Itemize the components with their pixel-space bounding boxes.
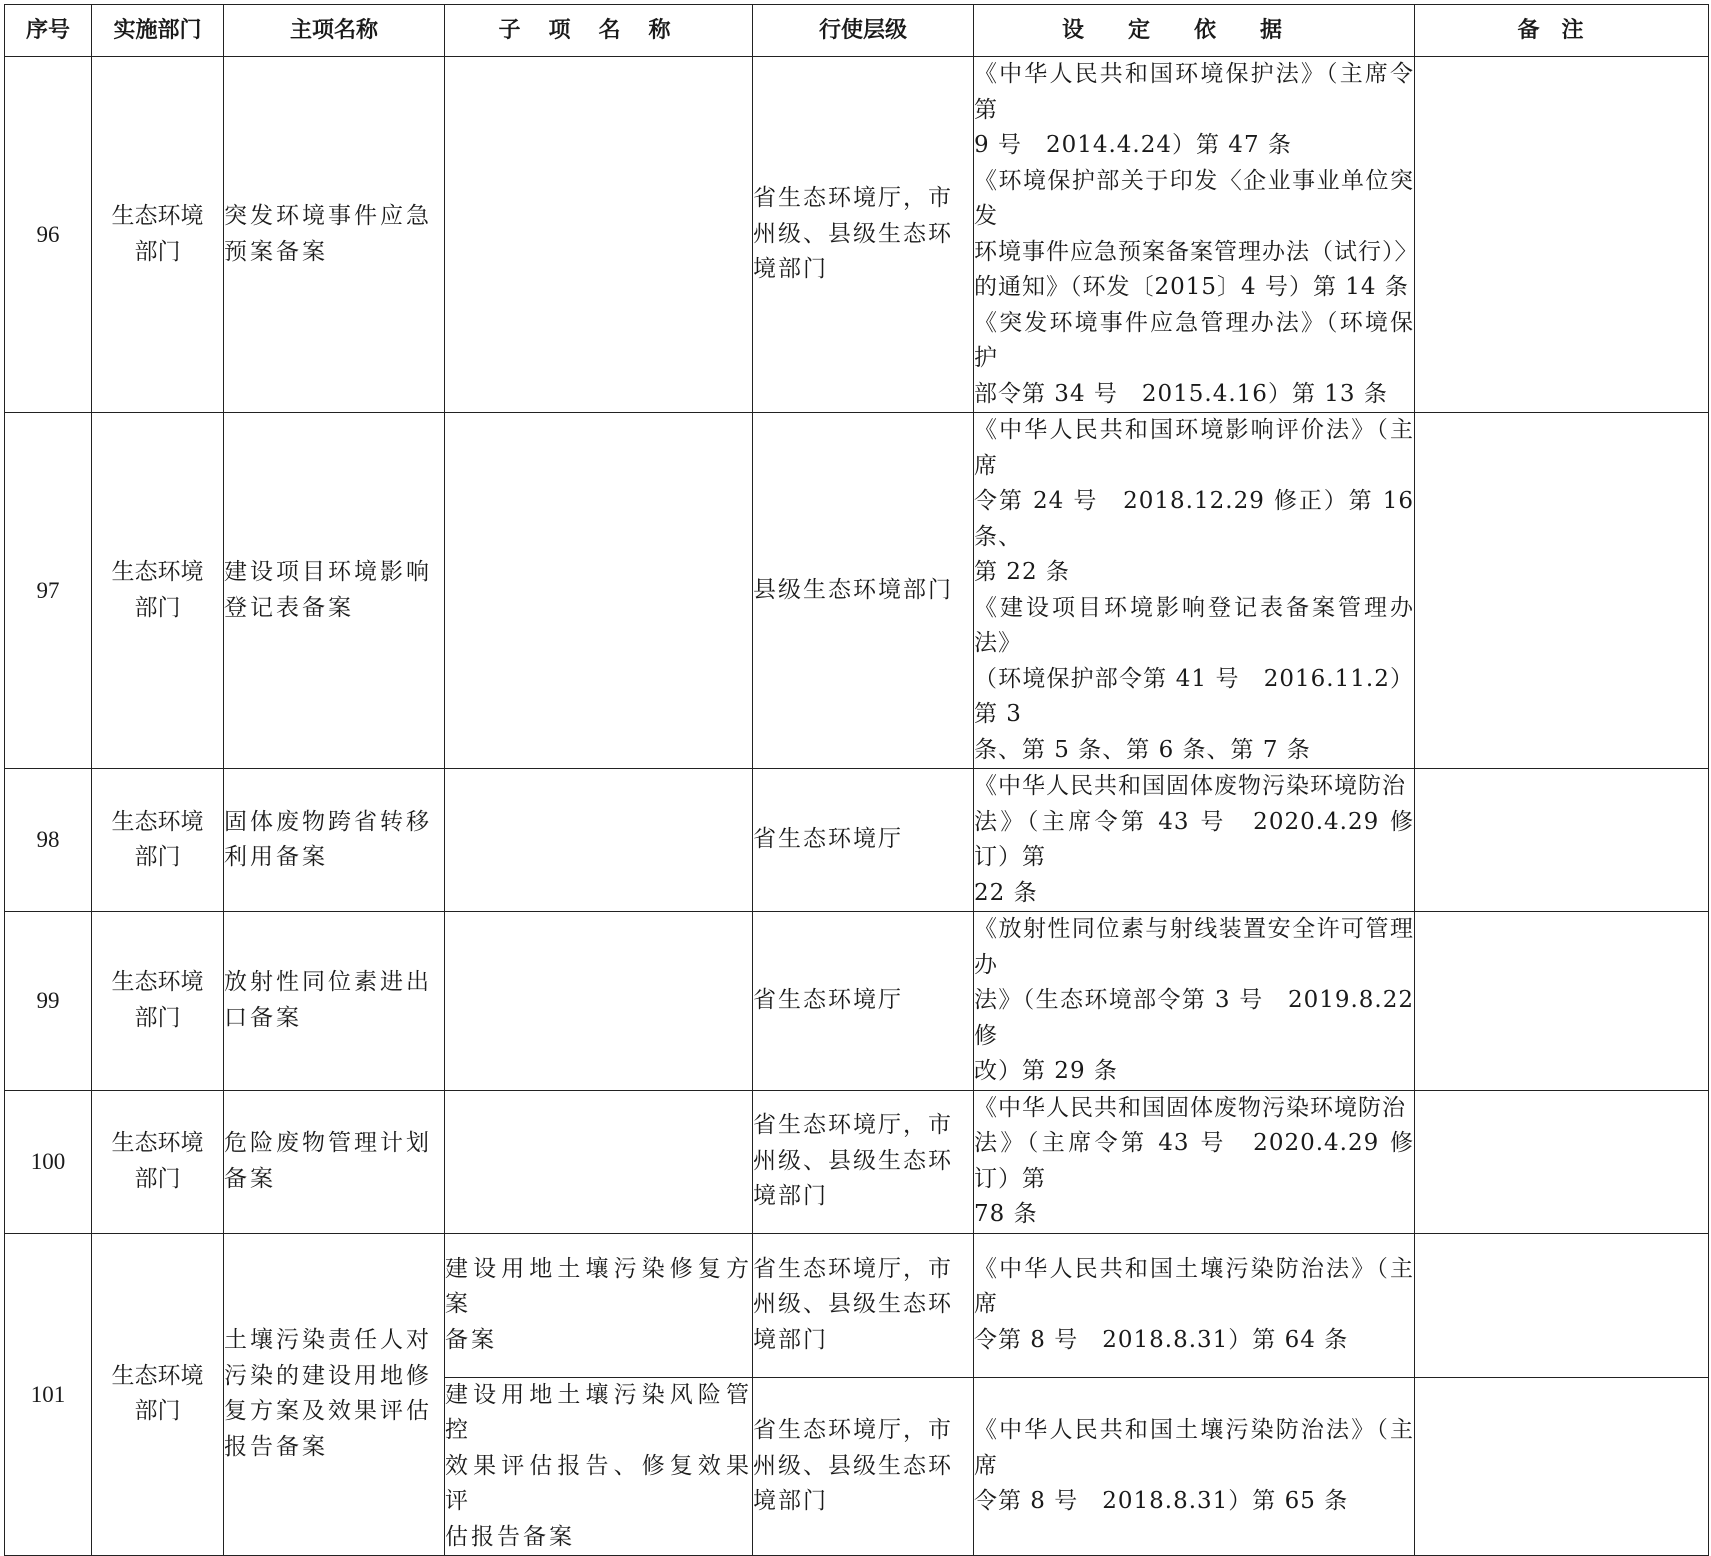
cell-note xyxy=(1415,1090,1709,1233)
cell-dept-line: 部门 xyxy=(134,1398,181,1425)
cell-level-line: 州级、县级生态环 xyxy=(753,220,953,247)
cell-level-line: 省生态环境厅 xyxy=(753,826,903,853)
cell-basis xyxy=(974,769,1415,912)
cell-basis xyxy=(974,912,1423,1091)
cell-basis-line: 部令第 34 号 2015.4.16）第 13 条 xyxy=(974,380,1388,407)
cell-basis-line: 令第 8 号 2018.8.31）第 65 条 xyxy=(974,1488,1349,1514)
header-note-label: 备注 xyxy=(1517,16,1606,43)
cell-note xyxy=(1415,413,1709,769)
cell-dept-line: 部门 xyxy=(134,594,181,621)
header-basis-label: 设定依据 xyxy=(1061,16,1326,43)
cell-main-item-line: 复方案及效果评估 xyxy=(224,1398,432,1425)
cell-dept xyxy=(92,57,224,413)
cell-sub-item-line: 效果评估报告、修复效果评 xyxy=(445,1452,752,1514)
cell-basis-line: 《中华人民共和国固体废物污染环境防治 xyxy=(974,1094,1406,1121)
cell-dept-line: 部门 xyxy=(134,238,181,265)
cell-basis xyxy=(974,1090,1415,1233)
cell-dept-line: 生态环境 xyxy=(111,1362,204,1389)
cell-level-line: 省生态环境厅，市 xyxy=(753,1112,953,1139)
cell-level xyxy=(753,769,974,912)
cell-no: 97 xyxy=(5,413,92,769)
cell-note xyxy=(1415,912,1709,1091)
cell-basis-line: 令第 8 号 2018.8.31）第 64 条 xyxy=(974,1326,1349,1353)
table-body xyxy=(5,57,1709,1556)
cell-basis-line: 9 号 2014.4.24）第 47 条 xyxy=(974,132,1292,158)
header-level: 行使层级 xyxy=(753,5,974,57)
cell-level-line: 省生态环境厅，市 xyxy=(753,1417,953,1443)
cell-main-item-line: 登记表备案 xyxy=(224,594,354,621)
cell-sub-item xyxy=(445,1090,753,1233)
header-note xyxy=(1415,5,1709,57)
cell-main-item-line: 报告备案 xyxy=(224,1433,328,1460)
cell-basis-line: 《中华人民共和国土壤污染防治法》（主席 xyxy=(974,1255,1414,1318)
cell-basis-line: 《建设项目环境影响登记表备案管理办法》 xyxy=(974,594,1414,656)
table-header-row xyxy=(5,5,1709,57)
cell-main-item-line: 备案 xyxy=(224,1165,276,1192)
cell-basis-line: 第 22 条 xyxy=(974,559,1070,585)
cell-level-line: 省生态环境厅，市 xyxy=(753,1255,953,1282)
cell-dept xyxy=(92,769,224,912)
cell-sub-item xyxy=(445,1377,753,1556)
cell-basis xyxy=(974,413,1423,769)
header-basis xyxy=(974,5,1415,57)
cell-basis-line: 改）第 29 条 xyxy=(974,1058,1118,1084)
cell-level-line: 县级生态环境部门 xyxy=(753,576,953,603)
cell-level-line: 境部门 xyxy=(753,1488,828,1514)
cell-dept-line: 部门 xyxy=(134,1004,181,1031)
cell-no: 100 xyxy=(5,1090,92,1233)
cell-no: 101 xyxy=(5,1233,92,1556)
cell-main-item-line: 土壤污染责任人对 xyxy=(224,1327,432,1354)
cell-level xyxy=(753,413,974,769)
header-dept: 实施部门 xyxy=(92,5,224,57)
cell-level xyxy=(753,1233,974,1377)
cell-level-line: 州级、县级生态环 xyxy=(753,1452,953,1479)
cell-main-item-line: 危险废物管理计划 xyxy=(224,1130,432,1156)
cell-dept-line: 生态环境 xyxy=(111,203,204,229)
cell-basis-line: 《环境保护部关于印发〈企业事业单位突发 xyxy=(974,167,1414,229)
cell-basis-line: 《突发环境事件应急管理办法》（环境保护 xyxy=(974,309,1414,371)
cell-main-item xyxy=(224,1233,445,1556)
cell-basis-line: 法》（主席令第 43 号 2020.4.29 修订）第 xyxy=(974,1130,1414,1192)
cell-note xyxy=(1415,1377,1709,1556)
cell-main-item-line: 固体废物跨省转移 xyxy=(224,808,432,835)
cell-main-item-line: 口备案 xyxy=(224,1004,302,1031)
cell-main-item xyxy=(224,57,445,413)
cell-level xyxy=(753,57,974,413)
cell-basis-line: 的通知》（环发〔2015〕4 号）第 14 条 xyxy=(974,274,1409,300)
cell-basis-line: 《中华人民共和国环境保护法》（主席令第 xyxy=(974,61,1414,123)
cell-note xyxy=(1415,769,1709,912)
cell-sub-item xyxy=(445,769,753,912)
table-row xyxy=(5,769,1709,912)
cell-basis-line: 《中华人民共和国土壤污染防治法》（主席 xyxy=(974,1417,1414,1479)
cell-no: 96 xyxy=(5,57,92,413)
cell-basis-line: （环境保护部令第 41 号 2016.11.2）第 3 xyxy=(974,665,1414,727)
cell-sub-item xyxy=(445,413,753,769)
cell-sub-item-line: 建设用地土壤污染风险管控 xyxy=(445,1381,752,1443)
cell-sub-item xyxy=(445,57,753,413)
cell-level-line: 境部门 xyxy=(753,1183,828,1210)
cell-dept xyxy=(92,912,224,1091)
cell-basis xyxy=(974,1233,1415,1377)
cell-basis-line: 令第 24 号 2018.12.29 修正）第 16 条、 xyxy=(974,488,1423,550)
table-row xyxy=(5,413,1709,769)
cell-level-line: 境部门 xyxy=(753,1326,828,1353)
cell-dept-line: 部门 xyxy=(134,1165,181,1192)
cell-no: 99 xyxy=(5,912,92,1091)
cell-sub-item-line: 估报告备案 xyxy=(445,1523,575,1550)
cell-sub-item-line: 建设用地土壤污染修复方案 xyxy=(445,1255,752,1318)
cell-note xyxy=(1415,1233,1709,1377)
cell-sub-item-line: 备案 xyxy=(445,1326,497,1353)
cell-no: 98 xyxy=(5,769,92,912)
cell-main-item-line: 利用备案 xyxy=(224,844,328,870)
cell-basis-line: 22 条 xyxy=(974,879,1038,906)
cell-basis-line: 78 条 xyxy=(974,1201,1038,1227)
cell-main-item-line: 建设项目环境影响 xyxy=(224,559,432,585)
header-sub-label: 子项名称 xyxy=(498,16,699,43)
cell-dept-line: 生态环境 xyxy=(111,1130,204,1156)
cell-basis-line: 条、第 5 条、第 6 条、第 7 条 xyxy=(974,736,1311,763)
cell-dept-line: 生态环境 xyxy=(111,969,204,996)
cell-dept xyxy=(92,413,224,769)
cell-basis xyxy=(974,57,1419,413)
header-main: 主项名称 xyxy=(224,5,445,57)
cell-dept xyxy=(92,1233,224,1556)
cell-basis-line: 《中华人民共和国固体废物污染环境防治 xyxy=(974,773,1406,799)
cell-level-line: 州级、县级生态环 xyxy=(753,1291,953,1318)
cell-basis-line: 《放射性同位素与射线装置安全许可管理办 xyxy=(974,916,1414,978)
cell-basis-line: 法》（生态环境部令第 3 号 2019.8.22 修 xyxy=(974,987,1423,1049)
header-sub xyxy=(445,5,753,57)
cell-level-line: 省生态环境厅 xyxy=(753,987,903,1013)
cell-level-line: 州级、县级生态环 xyxy=(753,1147,953,1174)
cell-main-item-line: 预案备案 xyxy=(224,238,328,265)
cell-main-item-line: 突发环境事件应急 xyxy=(224,203,432,229)
cell-note xyxy=(1415,57,1709,413)
cell-basis-line: 法》（主席令第 43 号 2020.4.29 修订）第 xyxy=(974,808,1414,870)
cell-level-line: 境部门 xyxy=(753,256,828,283)
cell-main-item-line: 放射性同位素进出 xyxy=(224,969,432,996)
table-row xyxy=(5,912,1709,1091)
table-row xyxy=(5,57,1709,413)
cell-dept xyxy=(92,1090,224,1233)
cell-sub-item xyxy=(445,1233,753,1377)
table-row xyxy=(5,1090,1709,1233)
cell-level xyxy=(753,912,974,1091)
cell-level xyxy=(753,1090,974,1233)
cell-main-item xyxy=(224,1090,445,1233)
cell-dept-line: 部门 xyxy=(134,844,181,870)
cell-dept-line: 生态环境 xyxy=(111,559,204,585)
cell-main-item xyxy=(224,912,445,1091)
cell-main-item xyxy=(224,769,445,912)
cell-sub-item xyxy=(445,912,753,1091)
cell-basis xyxy=(974,1377,1415,1556)
header-no: 序号 xyxy=(5,5,92,57)
cell-basis-line: 环境事件应急预案备案管理办法（试行）〉 xyxy=(974,238,1419,265)
administrative-filing-table xyxy=(4,4,1709,1556)
cell-dept-line: 生态环境 xyxy=(111,808,204,835)
table-row xyxy=(5,1233,1709,1377)
cell-main-item xyxy=(224,413,445,769)
cell-basis-line: 《中华人民共和国环境影响评价法》（主席 xyxy=(974,417,1414,479)
cell-level xyxy=(753,1377,974,1556)
cell-level-line: 省生态环境厅，市 xyxy=(753,185,953,212)
cell-main-item-line: 污染的建设用地修 xyxy=(224,1362,432,1389)
